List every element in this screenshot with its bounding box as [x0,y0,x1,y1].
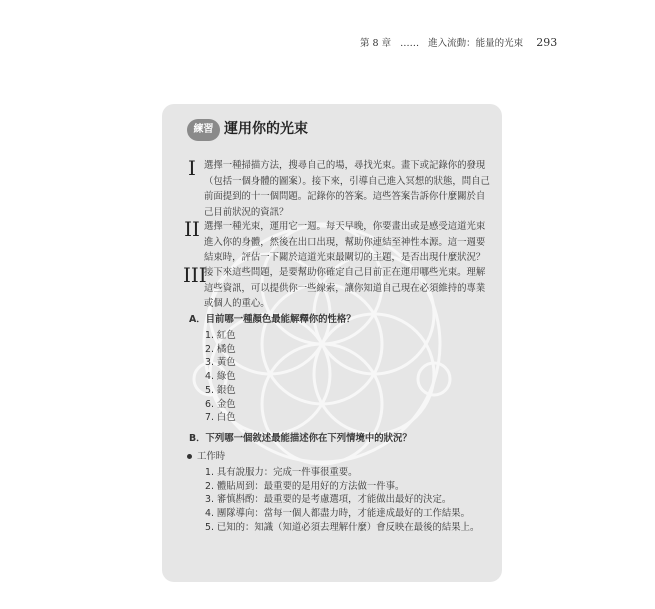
step-numeral: II [184,217,200,241]
context-bullet [187,448,225,462]
question-a-options [205,329,236,425]
question-b-heading: B．下列哪一個敘述最能描述你在下列情境中的狀況？ [189,433,412,444]
question-b-options [205,466,479,535]
step-line: 接下來這些問題，是要幫助你確定自己目前正在運用哪些光束。理解 [204,267,486,278]
step-3 [183,265,493,312]
chapter-label: 第 8 章 [360,38,392,49]
option-item: 3. 黃色 [205,357,236,369]
option-item: 2. 橘色 [205,343,236,355]
step-1 [183,158,493,220]
step-line: 結束時，評估一下關於這道光束最關切的主題，是否出現什麼狀況？ [204,252,486,263]
option-item: 4. 團隊導向：當每一個人都盡力時，才能達成最好的工作結果。 [205,508,471,520]
page-number: 293 [536,36,558,49]
exercise-badge: 練習 [187,119,220,141]
option-item: 1. 具有說服力：完成一件事很重要。 [205,467,358,478]
step-line: 選擇一種光束，運用它一週。每天早晚，你要畫出或是感受這道光束 [204,221,486,232]
option-item: 5. 已知的：知識（知道必須去理解什麼）會反映在最後的結果上。 [205,521,480,533]
step-line: 或個人的重心。 [204,298,270,309]
step-line: 前面提到的十一個問題。記錄你的答案。這些答案告訴你什麼關於自 [204,191,486,202]
option-item: 7. 白色 [205,412,236,424]
option-item: 2. 體貼周到：最重要的是用好的方法做一件事。 [205,480,405,492]
option-item: 5. 銀色 [205,384,236,396]
step-line: （包括一個身體的圖案）。接下來，引導自己進入冥想的狀態，問自己 [204,175,490,187]
step-numeral: III [183,263,207,287]
option-item: 1. 紅色 [205,330,236,341]
option-item: 6. 金色 [205,398,236,410]
section-title: 進入流動：能量的光束 [428,38,524,49]
context-label: 工作時 [197,451,226,462]
running-header [360,35,558,49]
option-item: 4. 綠色 [205,371,236,383]
step-2 [183,219,493,266]
step-numeral: I [188,156,196,180]
step-line: 選擇一種掃描方法，搜尋自己的場，尋找光束。畫下或記錄你的發現 [204,160,486,171]
step-line: 這些資訊，可以提供你一些線索，讓你知道自己現在必須維持的專業 [204,282,486,294]
bullet-dot-icon [187,454,192,459]
step-line: 己目前狀況的資訊？ [204,206,289,218]
header-separator: …… [400,38,420,49]
option-item: 3. 審慎斟酌：最重要的是考慮選項，才能做出最好的決定。 [205,494,452,506]
step-line: 進入你的身體，然後在出口出現，幫助你連結至神性本源。這一週要 [204,236,486,248]
question-a-heading: A．目前哪一種顏色最能解釋你的性格？ [189,314,356,325]
exercise-title: 運用你的光束 [224,121,308,137]
